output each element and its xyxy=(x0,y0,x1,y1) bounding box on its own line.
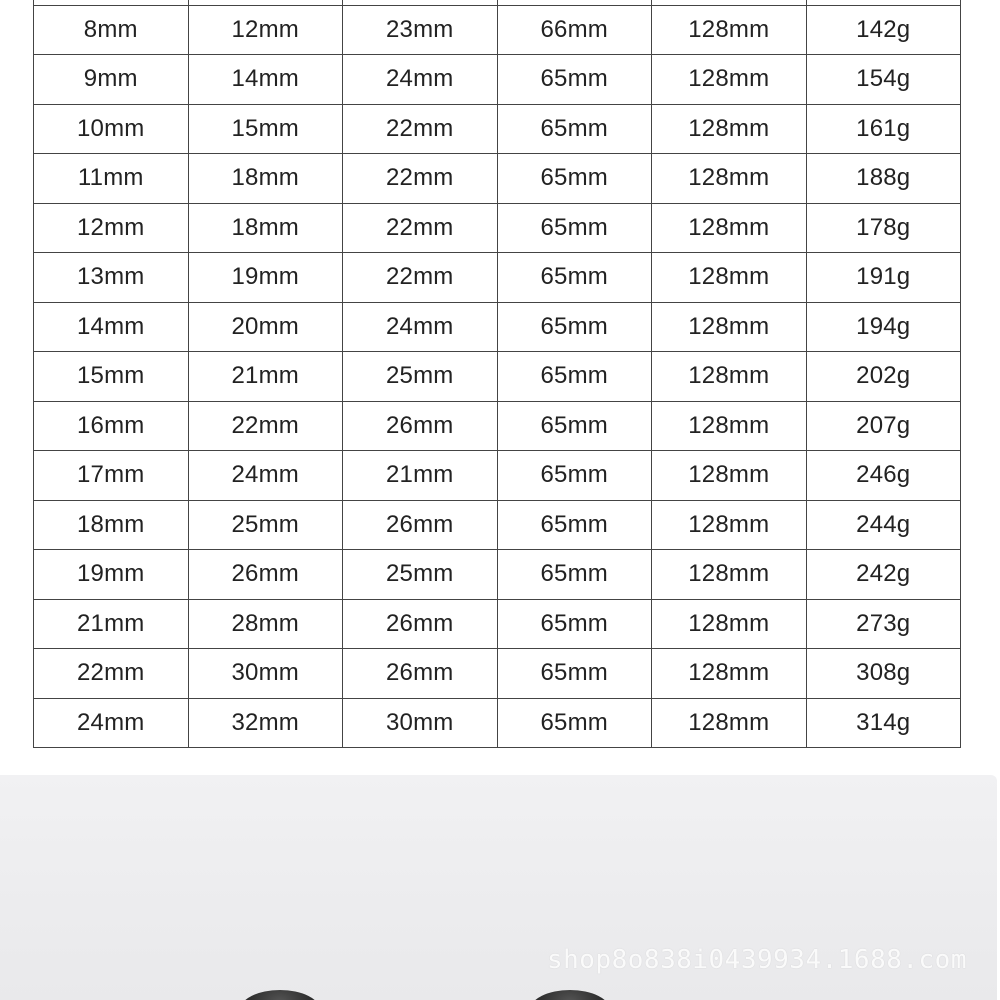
table-cell: 128mm xyxy=(652,55,807,105)
table-cell: 194g xyxy=(806,302,961,352)
table-row xyxy=(34,302,961,352)
table-cell: 161g xyxy=(806,104,961,154)
table-cell: 26mm xyxy=(343,401,498,451)
table-cell: 25mm xyxy=(343,352,498,402)
table-row xyxy=(34,698,961,748)
table-cell: 24mm xyxy=(343,55,498,105)
table-cell: 65mm xyxy=(497,104,652,154)
table-cell: 65mm xyxy=(497,352,652,402)
table-cell: 128mm xyxy=(652,154,807,204)
table-cell: 21mm xyxy=(343,451,498,501)
table-cell: 24mm xyxy=(188,451,343,501)
table-cell: 207g xyxy=(806,401,961,451)
table-cell: 24mm xyxy=(34,698,189,748)
table-cell: 10mm xyxy=(34,104,189,154)
table-cell: 21mm xyxy=(34,599,189,649)
table-cell: 246g xyxy=(806,451,961,501)
table-cell: 22mm xyxy=(188,401,343,451)
table-cell: 65mm xyxy=(497,500,652,550)
table-cell: 12mm xyxy=(34,203,189,253)
table-cell: 32mm xyxy=(188,698,343,748)
table-cell: 21mm xyxy=(188,352,343,402)
table-cell: 26mm xyxy=(343,599,498,649)
table-cell: 128mm xyxy=(652,649,807,699)
table-cell: 314g xyxy=(806,698,961,748)
table-cell: 188g xyxy=(806,154,961,204)
table-cell: 65mm xyxy=(497,451,652,501)
table-cell: 18mm xyxy=(188,203,343,253)
table-cell: 25mm xyxy=(343,550,498,600)
table-cell: 202g xyxy=(806,352,961,402)
table-cell: 128mm xyxy=(652,401,807,451)
table-cell: 15mm xyxy=(34,352,189,402)
table-row xyxy=(34,649,961,699)
table-row xyxy=(34,352,961,402)
table-cell: 24mm xyxy=(343,302,498,352)
table-cell: 8mm xyxy=(34,5,189,55)
table-cell: 128mm xyxy=(652,302,807,352)
table-cell: 191g xyxy=(806,253,961,303)
table-row xyxy=(34,253,961,303)
table-cell: 128mm xyxy=(652,203,807,253)
table-cell: 28mm xyxy=(188,599,343,649)
table-row xyxy=(34,451,961,501)
table-row xyxy=(34,550,961,600)
shop-watermark: shop8o838i0439934.1688.com xyxy=(547,945,967,975)
socket-image-right xyxy=(530,990,610,1000)
table-row xyxy=(34,203,961,253)
table-cell: 142g xyxy=(806,5,961,55)
table-cell: 65mm xyxy=(497,253,652,303)
table-cell: 26mm xyxy=(343,649,498,699)
table-cell: 244g xyxy=(806,500,961,550)
spec-table xyxy=(33,0,961,748)
table-cell: 26mm xyxy=(343,500,498,550)
table-cell: 18mm xyxy=(188,154,343,204)
table-row xyxy=(34,104,961,154)
spec-table-body xyxy=(34,0,961,748)
table-cell: 66mm xyxy=(497,5,652,55)
table-cell: 128mm xyxy=(652,352,807,402)
table-cell: 242g xyxy=(806,550,961,600)
table-cell: 14mm xyxy=(188,55,343,105)
table-cell: 65mm xyxy=(497,599,652,649)
table-cell: 11mm xyxy=(34,154,189,204)
table-cell: 12mm xyxy=(188,5,343,55)
table-cell: 25mm xyxy=(188,500,343,550)
table-cell: 128mm xyxy=(652,5,807,55)
table-cell: 18mm xyxy=(34,500,189,550)
table-row xyxy=(34,599,961,649)
table-cell: 22mm xyxy=(343,253,498,303)
table-cell: 65mm xyxy=(497,203,652,253)
table-cell: 30mm xyxy=(188,649,343,699)
table-cell: 22mm xyxy=(343,203,498,253)
table-cell: 22mm xyxy=(343,104,498,154)
table-cell: 128mm xyxy=(652,550,807,600)
table-cell: 128mm xyxy=(652,500,807,550)
socket-image-left xyxy=(240,990,320,1000)
table-cell: 23mm xyxy=(343,5,498,55)
table-cell: 19mm xyxy=(188,253,343,303)
table-cell: 128mm xyxy=(652,253,807,303)
table-cell: 65mm xyxy=(497,154,652,204)
table-cell: 128mm xyxy=(652,451,807,501)
table-cell: 14mm xyxy=(34,302,189,352)
table-row xyxy=(34,500,961,550)
table-cell: 128mm xyxy=(652,104,807,154)
product-photo xyxy=(0,775,997,1000)
table-cell: 13mm xyxy=(34,253,189,303)
table-cell: 65mm xyxy=(497,698,652,748)
table-cell: 16mm xyxy=(34,401,189,451)
table-cell: 19mm xyxy=(34,550,189,600)
table-cell: 65mm xyxy=(497,401,652,451)
table-cell: 20mm xyxy=(188,302,343,352)
table-cell: 273g xyxy=(806,599,961,649)
table-cell: 15mm xyxy=(188,104,343,154)
table-cell: 30mm xyxy=(343,698,498,748)
table-cell: 65mm xyxy=(497,550,652,600)
table-cell: 128mm xyxy=(652,599,807,649)
table-row xyxy=(34,5,961,55)
table-cell: 26mm xyxy=(188,550,343,600)
table-cell: 128mm xyxy=(652,698,807,748)
table-cell: 308g xyxy=(806,649,961,699)
table-cell: 22mm xyxy=(34,649,189,699)
table-cell: 9mm xyxy=(34,55,189,105)
table-cell: 65mm xyxy=(497,649,652,699)
table-row xyxy=(34,154,961,204)
table-cell: 65mm xyxy=(497,302,652,352)
table-cell: 178g xyxy=(806,203,961,253)
table-row xyxy=(34,401,961,451)
table-cell: 22mm xyxy=(343,154,498,204)
table-cell: 65mm xyxy=(497,55,652,105)
table-cell: 17mm xyxy=(34,451,189,501)
table-cell: 154g xyxy=(806,55,961,105)
table-row xyxy=(34,55,961,105)
